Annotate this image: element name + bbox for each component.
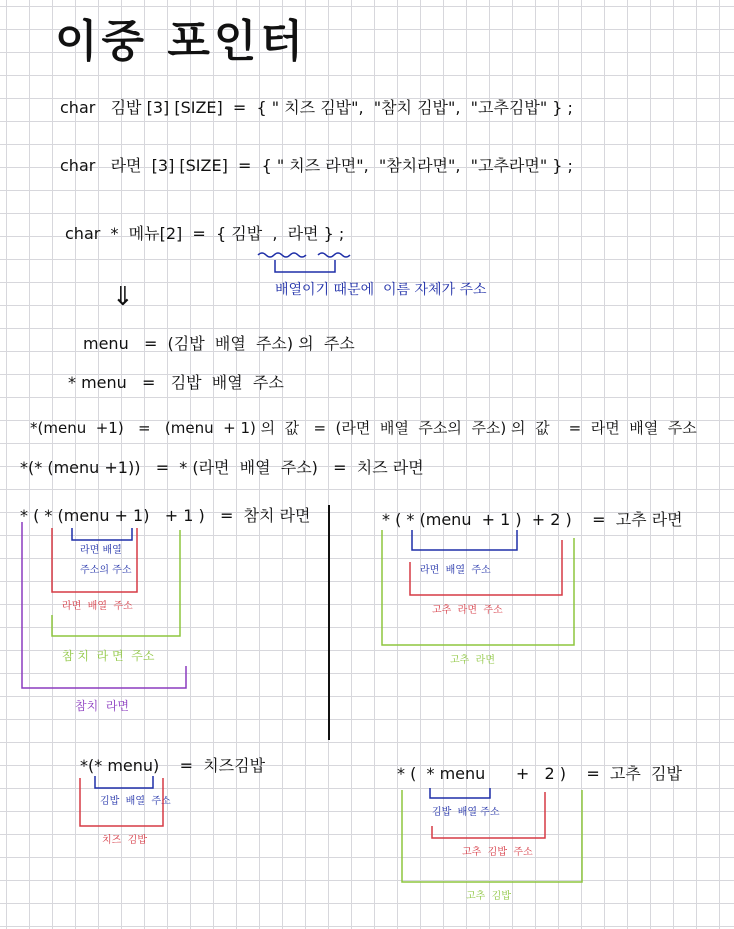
left-mid-bracket — [52, 528, 137, 592]
right-outer-bracket — [382, 530, 574, 645]
bottom-left-outer-label: 치즈 김밥 — [102, 835, 147, 846]
bottom-right-inner-label: 김밥 배열 주소 — [432, 807, 500, 818]
squiggle-ramen — [318, 253, 350, 257]
page-title: 이중 포인터 — [55, 16, 307, 67]
expression-double-deref: *(* (menu +1)) = * (라면 배열 주소) = 치즈 라면 — [20, 458, 424, 477]
bottom-left-outer-bracket — [80, 778, 163, 826]
right-inner-label: 라면 배열 주소 — [420, 565, 491, 576]
left-inner-label-2: 주소의 주소 — [80, 565, 132, 576]
bottom-right-mid-label: 고추 김밥 주소 — [462, 847, 533, 858]
left-result-label: 참치 라면 — [75, 699, 129, 713]
bottom-left-expression: *(* menu) = 치즈김밥 — [80, 756, 266, 775]
left-mid-label: 라면 배열 주소 — [62, 601, 133, 612]
squiggle-gimbap — [258, 253, 306, 257]
expression-menu: menu = (김밥 배열 주소) 의 주소 — [83, 334, 355, 353]
left-outer-label: 참 치 라 면 주소 — [62, 649, 155, 663]
left-inner-label: 라면 배열 — [80, 545, 122, 556]
bottom-right-inner-bracket — [430, 788, 490, 798]
right-inner-bracket — [412, 530, 517, 550]
ramen-declaration: char 라면 [3] [SIZE] = { " 치즈 라면", "참치라면", "고추라면" } ; — [60, 156, 573, 175]
right-block-expression: * ( * (menu + 1 ) + 2 ) = 고추 라면 — [382, 510, 683, 529]
expression-deref-menu: * menu = 김밥 배열 주소 — [68, 373, 284, 392]
bottom-right-outer-bracket — [402, 790, 582, 882]
left-block-expression: * ( * (menu + 1) + 1 ) = 참치 라면 — [20, 506, 311, 525]
bottom-right-expression: * ( * menu + 2 ) = 고추 김밥 — [397, 764, 682, 783]
left-outer-bracket — [52, 530, 180, 636]
menu-note-bracket — [275, 260, 335, 272]
bottom-right-mid-bracket — [432, 792, 545, 838]
right-mid-bracket — [410, 540, 562, 595]
left-result-bracket — [22, 522, 186, 688]
gimbap-declaration: char 김밥 [3] [SIZE] = { " 치즈 김밥", "참치 김밥", "고추김밥" } ; — [60, 98, 573, 117]
right-outer-label: 고추 라면 — [450, 655, 495, 666]
expression-menu-plus-one: *(menu +1) = (menu + 1) 의 값 = (라면 배열 주소의 주소) 의 값 = 라면 배열 주소 — [30, 419, 697, 437]
right-mid-label: 고추 라면 주소 — [432, 605, 503, 616]
down-arrow-icon: ⇓ — [112, 282, 134, 312]
bottom-right-outer-label: 고추 김밥 — [466, 891, 511, 902]
menu-note: 배열이기 때문에 이름 자체가 주소 — [275, 282, 487, 298]
menu-declaration: char * 메뉴[2] = { 김밥 , 라면 } ; — [65, 224, 345, 243]
bottom-left-inner-bracket — [95, 776, 153, 788]
left-inner-bracket — [72, 528, 132, 540]
bottom-left-inner-label: 김밥 배열 주소 — [100, 796, 171, 807]
